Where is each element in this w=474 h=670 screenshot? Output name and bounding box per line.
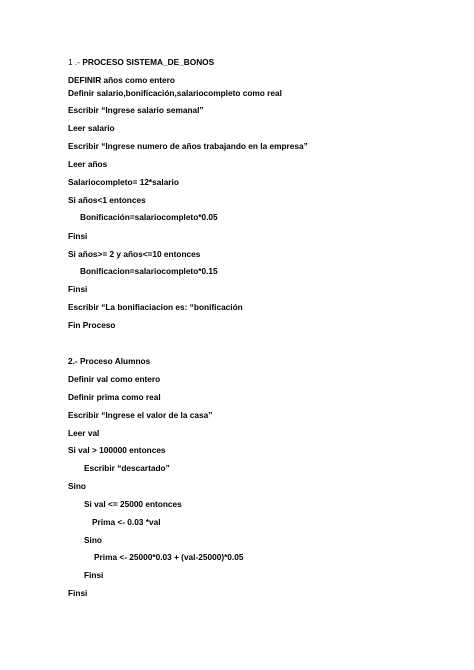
code-line: Leer salario — [68, 123, 115, 133]
code-line: Sino — [84, 535, 102, 545]
code-line: Finsi — [68, 588, 88, 598]
code-line: Si val > 100000 entonces — [68, 445, 166, 455]
code-line: Fin Proceso — [68, 320, 116, 330]
code-line: Definir val como entero — [68, 374, 161, 384]
code-line: Definir salario,bonificación,salariocompleto como real — [68, 88, 282, 98]
code-line: Si años<1 entonces — [68, 195, 146, 205]
code-line: Si años>= 2 y años<=10 entonces — [68, 249, 201, 259]
code-line: Finsi — [68, 231, 88, 241]
code-line: Prima <- 25000*0.03 + (val-25000)*0.05 — [94, 552, 244, 562]
section1-title — [68, 57, 214, 67]
section2-title: 2.- Proceso Alumnos — [68, 356, 151, 366]
code-line: Escribir “descartado” — [84, 463, 170, 473]
code-line: Bonificacion=salariocompleto*0.15 — [80, 266, 218, 276]
code-line: Leer años — [68, 159, 108, 169]
code-line: Salariocompleto= 12*salario — [68, 177, 179, 187]
code-line: Escribir “Ingrese el valor de la casa” — [68, 410, 213, 420]
code-line: Si val <= 25000 entonces — [84, 499, 182, 509]
code-line: Bonificación=salariocompleto*0.05 — [80, 212, 218, 222]
section1-title-text: PROCESO SISTEMA_DE_BONOS — [82, 57, 215, 67]
code-line: Definir prima como real — [68, 392, 161, 402]
code-line: DEFINIR años como entero — [68, 75, 175, 85]
code-line: Escribir “La bonifiaciacion es: “bonificación — [68, 302, 243, 312]
code-line: Finsi — [84, 570, 104, 580]
code-line: Finsi — [68, 284, 88, 294]
code-line: Escribir “Ingrese salario semanal” — [68, 105, 204, 115]
code-line: Escribir “Ingrese numero de años trabajando en la empresa” — [68, 141, 308, 151]
code-line: Prima <- 0.03 *val — [92, 517, 161, 527]
code-line: Leer val — [68, 428, 100, 438]
section1-title-number: 1 .- — [68, 57, 80, 67]
code-line: Sino — [68, 481, 86, 491]
